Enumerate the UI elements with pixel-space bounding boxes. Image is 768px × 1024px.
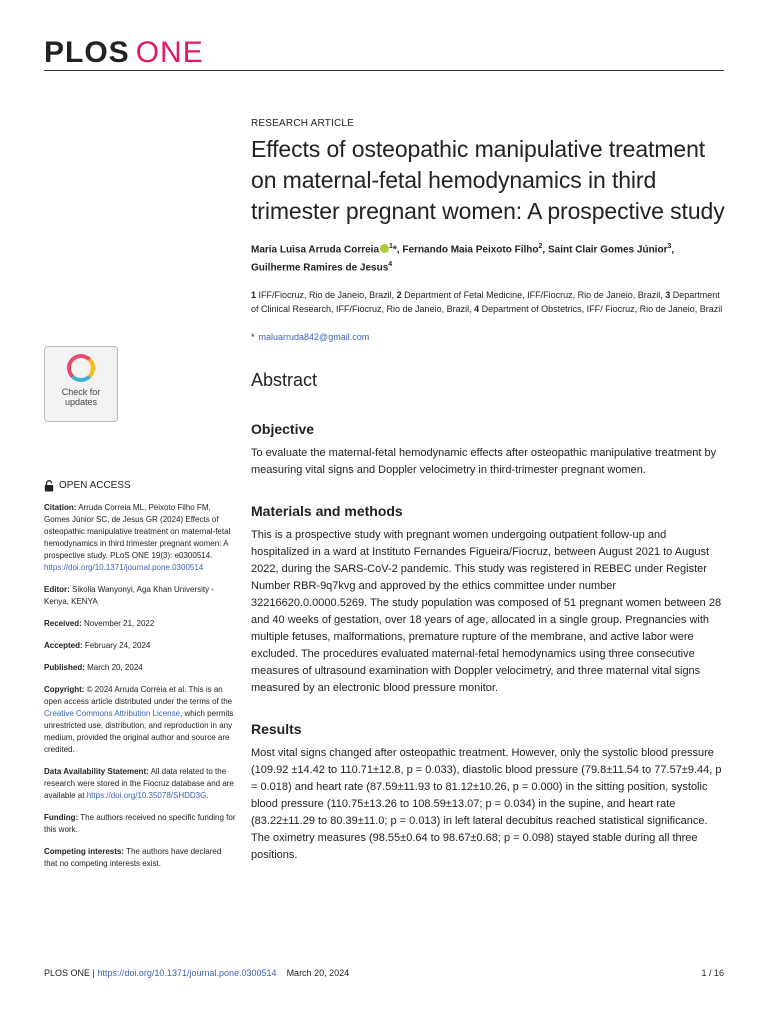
citation-text: Arruda Correia ML, Peixoto Filho FM, Gomes Júnior SC, de Jesus GR (2024) Effects of osteopathic manipulative treatment on maternal-fetal hemodynamics in third trimester pregnant women: A prospective study. PLoS ONE 19(3): e0300514. bbox=[44, 503, 231, 560]
open-access-label: OPEN ACCESS bbox=[59, 480, 131, 491]
author-name: Maria Luisa Arruda Correia bbox=[251, 244, 380, 256]
accepted-date: February 24, 2024 bbox=[84, 641, 151, 650]
citation-block: Citation: Arruda Correia ML, Peixoto Filho FM, Gomes Júnior SC, de Jesus GR (2024) Effects of osteopathic manipulative treatment on maternal-fetal hemodynamics in third trimester pregnant women: A prospective study. PLoS ONE 19(3): e0300514. https://doi.org/10.1371/journal.pone.0300514 bbox=[44, 503, 231, 572]
footer-date: March 20, 2024 bbox=[286, 968, 350, 978]
header-rule bbox=[44, 70, 724, 71]
affiliations: 1 IFF/Fiocruz, Rio de Janeio, Brazil, 2 Department of Fetal Medicine, IFF/Fiocruz, Rio de Janeio, Brazil, 3 Department of Clinical Research, IFF/Fiocruz, Rio de Janeio, Brazil, 4 Department of Obstetrics, IFF/ Fiocruz, Rio de Janeio, Brazil bbox=[251, 289, 723, 314]
footer-doi-link[interactable]: https://doi.org/10.1371/journal.pone.0300514 bbox=[97, 968, 277, 978]
section-text-results: Most vital signs changed after osteopathic treatment. However, only the systolic blood pressure (109.92 ±14.42 to 110.71±12.8, p = 0.033), diastolic blood pressure (79.8±11.54 to 77.57±9.44, p = 0.018) and heart rate (87.59±11.93 to 81.12±10.26, p = 0.000) in the sitting position, systolic blood pressure (110.75±13.26 to 108.59±13.07; p = 0.034) in the supine, and heart rate (83.22±11.29 to 80.39±11.0; p = 0.013) in left lateral decubitus reached statistical significance. The oximetry measures (98.55±0.64 to 98.67±0.68; p = 0.098) stayed stable during all three positions. bbox=[251, 746, 722, 861]
copyright-block: Copyright: © 2024 Arruda Correia et al. This is an open access article distributed under the terms of the Creative Commons Attribution License, which permits unrestricted use, distribution, and reproduction in any medium, provided the original author and source are credited. bbox=[44, 685, 234, 754]
sidebar bbox=[44, 480, 236, 880]
data-availability-block: Data Availability Statement: All data related to the research were stored in the Fiocruz database and are available at https://doi.org/10.35078/SHDD3G. bbox=[44, 767, 234, 800]
section-heading-results: Results bbox=[251, 720, 302, 737]
author-name: Fernando Maia Peixoto Filho bbox=[402, 244, 539, 256]
section-heading-methods: Materials and methods bbox=[251, 502, 403, 519]
check-for-updates-badge[interactable] bbox=[44, 346, 118, 422]
license-link[interactable]: Creative Commons Attribution License bbox=[44, 709, 181, 718]
section-heading-objective: Objective bbox=[251, 420, 315, 437]
page-number: 1 / 16 bbox=[701, 968, 724, 978]
article-title: Effects of osteopathic manipulative treatment on maternal-fetal hemodynamics in third trimester pregnant women: A prospective study bbox=[251, 136, 725, 224]
abstract-heading: Abstract bbox=[251, 369, 318, 390]
editor-text: Sikolia Wanyonyi, Aga Khan University - Kenya, KENYA bbox=[44, 585, 215, 606]
check-updates-line2: updates bbox=[64, 397, 98, 407]
author-name: Saint Clair Gomes Júnior bbox=[547, 244, 668, 256]
author-name: Guilherme Ramires de Jesus bbox=[251, 262, 389, 274]
author-list: Maria Luisa Arruda Correia $^1$*, Fernando Maia Peixoto Filho$^2$, Saint Clair Gomes Júnior$^3$, Guilherme Ramires de Jesus$^4$ bbox=[251, 243, 675, 274]
published-block: Published: March 20, 2024 bbox=[44, 663, 143, 672]
logo-one: ONE bbox=[135, 36, 204, 69]
received-block: Received: November 21, 2022 bbox=[44, 619, 155, 628]
orcid-icon[interactable] bbox=[380, 244, 389, 253]
section-text-methods: This is a prospective study with pregnant women undergoing outpatient follow-up and hospitalized in a ward at Instituto Fernandes Figueira/Fiocruz, between August 2021 to August 2022, during the SARS-CoV-2 pandemic. This study was registered in REBEC under Register Number RBR-9q7kvg and approved by the ethics committee under number 32216620.0.0000.5269. The study population was composed of 51 pregnant women between 28 and 40 weeks of gestation, over 18 years of age, allocated in a single group. Pregnancies with multiple fetuses, malformations, premature rupture of the membrane, and active labor were excluded. The procedures evaluated maternal-fetal hemodynamics using three consecutive measures of ultrasound examination with Doppler velocimetry, and three maternal vital signs measured by an electronic blood pressure monitor. bbox=[251, 528, 722, 694]
funding-block: Funding: The authors received no specific funding for this work. bbox=[44, 813, 236, 834]
footer-journal: PLOS ONE bbox=[44, 968, 91, 978]
data-doi-link[interactable]: https://doi.org/10.35078/SHDD3G bbox=[86, 791, 207, 800]
section-text-objective: To evaluate the maternal-fetal hemodynamic effects after osteopathic manipulative treatment by measuring vital signs and Doppler velocimetry in third-trimester pregnant women. bbox=[251, 446, 717, 476]
open-access bbox=[44, 480, 236, 492]
check-updates-line1: Check for bbox=[61, 387, 101, 397]
main-column bbox=[251, 118, 725, 864]
check-updates-icon bbox=[67, 354, 95, 382]
open-lock-icon bbox=[44, 480, 54, 492]
competing-interests-block: Competing interests: The authors have declared that no competing interests exist. bbox=[44, 847, 222, 868]
corresponding-email[interactable]: * maluarruda842@gmail.com bbox=[251, 331, 370, 342]
accepted-block: Accepted: February 24, 2024 bbox=[44, 641, 151, 650]
email-link[interactable]: maluarruda842@gmail.com bbox=[258, 331, 370, 342]
published-date: March 20, 2024 bbox=[87, 663, 143, 672]
page-footer: PLOS ONE | https://doi.org/10.1371/journal.pone.0300514 March 20, 2024 1 / 16 bbox=[44, 968, 724, 978]
citation-doi-link[interactable]: https://doi.org/10.1371/journal.pone.0300514 bbox=[44, 563, 204, 572]
received-date: November 21, 2022 bbox=[84, 619, 155, 628]
editor-block: Editor: Sikolia Wanyonyi, Aga Khan University - Kenya, KENYA bbox=[44, 585, 215, 606]
logo-plos: PLOS bbox=[44, 36, 130, 69]
article-type: RESEARCH ARTICLE bbox=[251, 118, 355, 129]
journal-logo bbox=[44, 36, 204, 70]
